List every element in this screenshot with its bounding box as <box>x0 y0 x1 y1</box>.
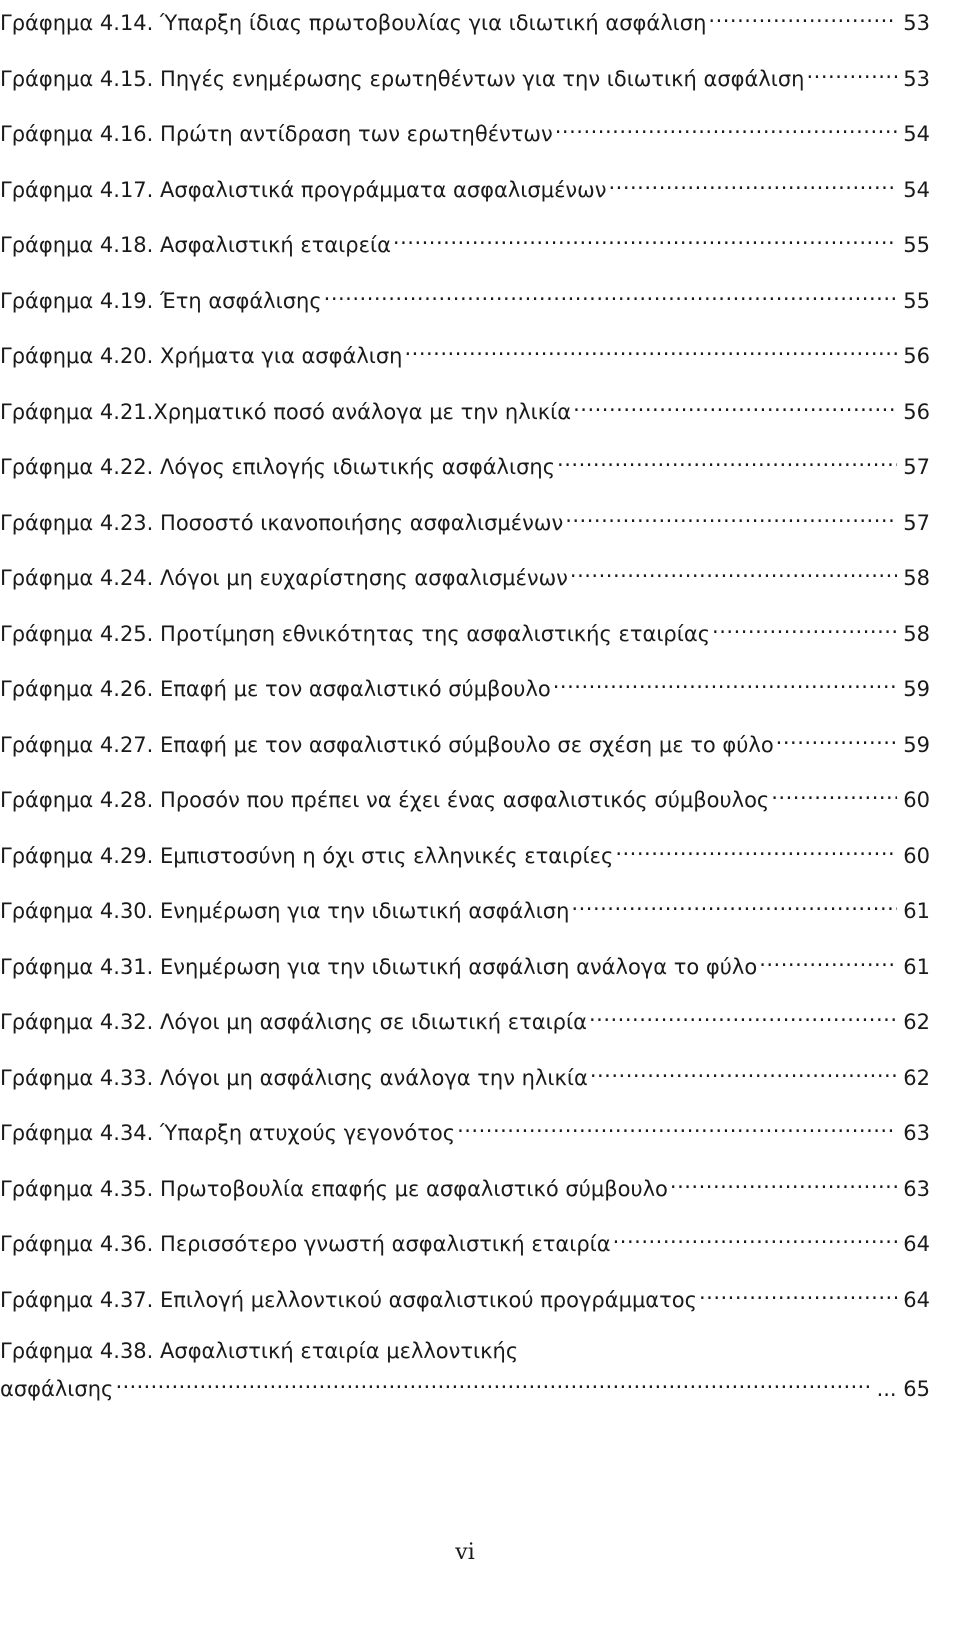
toc-entry <box>0 1277 930 1312</box>
toc-entry-page: 63 <box>903 1121 930 1145</box>
toc-entry-title: Γράφημα 4.26. Επαφή με τον ασφαλιστικό σύμβουλο <box>0 677 551 701</box>
toc-entry-page: 55 <box>903 288 930 313</box>
toc-entry <box>0 833 930 868</box>
toc-entry <box>0 777 930 812</box>
toc-entry-title: Γράφημα 4.21.Χρηματικό ποσό ανάλογα με την ηλικία <box>0 399 572 424</box>
toc-entry-title: Γράφημα 4.32. Λόγοι μη ασφάλισης σε ιδιωτική εταιρία <box>0 1010 587 1034</box>
toc-entry-title: Γράφημα 4.31. Ενημέρωση για την ιδιωτική ασφάλιση ανάλογα το φύλο <box>0 954 758 979</box>
toc-entry-title: Γράφημα 4.29. Εμπιστοσύνη η όχι στις ελληνικές εταιρίες <box>0 843 614 868</box>
dot-leader <box>570 555 897 585</box>
toc-entry-page: 64 <box>903 1232 930 1256</box>
toc-entry <box>0 444 930 479</box>
toc-entry-page: 59 <box>903 732 930 757</box>
toc-entry-page: 60 <box>903 843 930 868</box>
toc-entry-title: Γράφημα 4.36. Περισσότερο γνωστή ασφαλιστική εταιρία <box>0 1232 611 1256</box>
toc-entry <box>0 333 930 368</box>
dot-leader <box>608 167 897 197</box>
toc-entry-title: Γράφημα 4.27. Επαφή με τον ασφαλιστικό σύμβουλο σε σχέση με το φύλο <box>0 732 774 757</box>
toc-entry-title: Γράφημα 4.23. Ποσοστό ικανοποιήσης ασφαλισμένων <box>0 510 564 535</box>
dot-leader <box>555 111 898 141</box>
toc-entry-page: 57 <box>903 455 930 479</box>
toc-entry <box>0 111 930 146</box>
toc-entry <box>0 1166 930 1201</box>
toc-entry-title: Γράφημα 4.24. Λόγοι μη ευχαρίστησης ασφαλισμένων <box>0 566 568 590</box>
toc-entry-title-line2: ασφάλισης <box>0 1377 114 1401</box>
toc-entry <box>0 500 930 535</box>
dot-leader <box>113 1366 872 1396</box>
dot-leader <box>393 222 897 252</box>
dot-leader <box>589 999 897 1029</box>
dot-leader <box>557 444 897 474</box>
toc-entry <box>0 278 930 313</box>
page-number-footer: vi <box>455 1540 475 1565</box>
dot-leader <box>771 777 897 807</box>
dot-leader <box>565 500 897 530</box>
dot-leader <box>590 1055 897 1085</box>
toc-entry <box>0 1110 930 1145</box>
dot-leader <box>670 1166 897 1196</box>
toc-entry-title: Γράφημα 4.19. Έτη ασφάλισης <box>0 288 322 313</box>
dot-leader <box>807 56 898 86</box>
toc-entry-page: 54 <box>903 122 930 146</box>
toc-entry <box>0 611 930 646</box>
toc-entry-page: 64 <box>903 1287 930 1312</box>
toc-entry <box>0 555 930 590</box>
dot-leader <box>759 944 897 974</box>
toc-entry-title-line1: Γράφημα 4.38. Ασφαλιστική εταιρία μελλοντικής <box>0 1339 519 1363</box>
dot-leader <box>615 833 897 863</box>
dot-leader <box>571 888 897 918</box>
toc-entry-page: 54 <box>903 177 930 202</box>
dot-leader <box>404 333 897 363</box>
toc-entry-title: Γράφημα 4.22. Λόγος επιλογής ιδιωτικής ασφάλισης <box>0 455 556 479</box>
toc-entry <box>0 222 930 257</box>
toc-entry-page: 53 <box>903 66 930 91</box>
toc-entry-title: Γράφημα 4.14. Ύπαρξη ίδιας πρωτοβουλίας για ιδιωτική ασφάλιση <box>0 11 707 35</box>
dot-leader <box>324 278 898 308</box>
toc-entry-4-38 <box>0 1336 930 1401</box>
toc-entry-page: 56 <box>903 344 930 368</box>
toc-entry-page: 58 <box>903 621 930 646</box>
toc-entry-title: Γράφημα 4.25. Προτίμηση εθνικότητας της ασφαλιστικής εταιρίας <box>0 621 711 646</box>
toc-entry-title-line2-row <box>0 1366 930 1401</box>
toc-entry-title: Γράφημα 4.37. Επιλογή μελλοντικού ασφαλιστικού προγράμματος <box>0 1287 697 1312</box>
toc-entry-title: Γράφημα 4.15. Πηγές ενημέρωσης ερωτηθέντων για την ιδιωτική ασφάλιση <box>0 66 805 91</box>
toc-entry <box>0 888 930 923</box>
dot-leader <box>553 666 898 696</box>
toc-entry <box>0 0 930 35</box>
dot-leader <box>613 1221 898 1251</box>
toc-entry <box>0 999 930 1034</box>
toc-entry-page: 63 <box>903 1176 930 1201</box>
toc-entry-title: Γράφημα 4.18. Ασφαλιστική εταιρεία <box>0 233 391 257</box>
toc-entry-title: Γράφημα 4.35. Πρωτοβουλία επαφής με ασφαλιστικό σύμβουλο <box>0 1176 668 1201</box>
toc-entry-title: Γράφημα 4.20. Χρήματα για ασφάλιση <box>0 344 403 368</box>
toc-entry <box>0 389 930 424</box>
toc-entry <box>0 56 930 91</box>
toc-entry-page: 57 <box>903 510 930 535</box>
dot-leader <box>699 1277 897 1307</box>
toc-entry <box>0 722 930 757</box>
dot-leader <box>776 722 898 752</box>
toc-entry-title: Γράφημα 4.28. Προσόν που πρέπει να έχει ένας ασφαλιστικός σύμβουλος <box>0 788 770 812</box>
toc-entry-title: Γράφημα 4.33. Λόγοι μη ασφάλισης ανάλογα την ηλικία <box>0 1065 588 1090</box>
toc-entry-page: 53 <box>903 11 930 35</box>
toc-entry <box>0 666 930 701</box>
toc-entry-title: Γράφημα 4.30. Ενημέρωση για την ιδιωτική ασφάλιση <box>0 899 570 923</box>
toc-entry-page: 60 <box>903 788 930 812</box>
toc-entry-page: 56 <box>903 399 930 424</box>
toc-entry-page: 59 <box>903 677 930 701</box>
toc-entry-page: 62 <box>903 1010 930 1034</box>
toc-entry-page: 55 <box>903 233 930 257</box>
toc-entry <box>0 1055 930 1090</box>
toc-entry-page: 61 <box>903 954 930 979</box>
toc-entry-title: Γράφημα 4.16. Πρώτη αντίδραση των ερωτηθέντων <box>0 122 553 146</box>
toc-entry-page: 58 <box>903 566 930 590</box>
dot-leader <box>573 389 897 419</box>
toc-entry-page: 62 <box>903 1065 930 1090</box>
toc-entry-title: Γράφημα 4.34. Ύπαρξη ατυχούς γεγονότος <box>0 1121 456 1145</box>
toc-entry-page: ... 65 <box>876 1377 930 1401</box>
toc-entry <box>0 944 930 979</box>
toc-entry <box>0 167 930 202</box>
toc-entry-title: Γράφημα 4.17. Ασφαλιστικά προγράμματα ασφαλισμένων <box>0 177 607 202</box>
dot-leader <box>708 0 897 30</box>
toc-entry-page: 61 <box>903 899 930 923</box>
dot-leader <box>457 1110 897 1140</box>
dot-leader <box>712 611 897 641</box>
toc-entry <box>0 1221 930 1256</box>
